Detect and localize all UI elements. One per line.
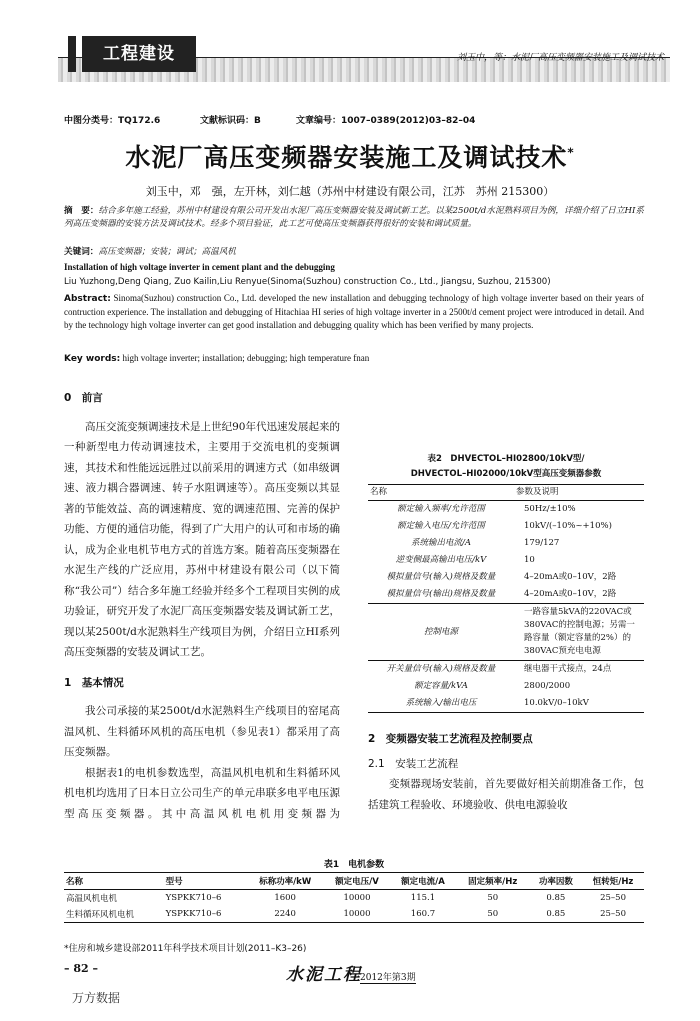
- table-cell: 0.85: [530, 906, 583, 923]
- table-row: [64, 890, 644, 907]
- table-cell: 系统输入/输出电压: [368, 695, 514, 713]
- table-2-caption-line-2: DHVECTOL–HI02000/10kV型高压变频器参数: [410, 469, 602, 479]
- section-1-heading: 1 基本情况: [64, 676, 124, 689]
- table-2-header: 参数及说明: [514, 485, 644, 501]
- table-cell: 额定容量/kVA: [414, 681, 468, 691]
- table-row: [368, 518, 644, 535]
- table-cell: 115.1: [410, 893, 436, 903]
- table-1-header: 型号: [164, 873, 247, 890]
- table-1-block: [64, 858, 644, 923]
- table-cell: 生料循环风机电机: [64, 906, 164, 923]
- table-cell: 10: [524, 555, 535, 565]
- table-cell: 模拟量信号(输入)规格及数量: [386, 572, 496, 582]
- issue-label: 2012年第3期: [360, 970, 416, 984]
- paper-title: [0, 138, 700, 174]
- keywords-cn-label: 关键词：: [64, 247, 99, 257]
- keywords-en: [64, 352, 644, 366]
- keywords-en-text: high voltage inverter; installation; debugging; high temperature fnan: [122, 353, 370, 363]
- authors-line: 刘玉中，邓 强，左开林，刘仁越（苏州中材建设有限公司，江苏 苏州 215300）: [145, 185, 555, 198]
- table-cell: 25–50: [600, 893, 626, 903]
- table-cell: 逆变侧最高输出电压/kV: [395, 555, 487, 565]
- section-2-1-paragraph: 变频器现场安装前，首先要做好相关前期准备工作，包括建筑工程验收、环境验收、供电电源验收: [368, 778, 644, 811]
- table-1-header: 固定频率/Hz: [456, 873, 530, 890]
- section-0-heading: 0 前言: [64, 392, 103, 404]
- section-2-1-heading: 2.1 安装工艺流程: [368, 757, 459, 770]
- section-1-paragraph-1: 我公司承接的某2500t/d水泥熟料生产线项目的窑尾高温风机、生料循环风机的高压电机（参见表1）都采用了高压变频器。: [64, 705, 340, 758]
- clc-number: 中图分类号：TQ172.6: [64, 116, 161, 126]
- journal-logo: 水泥工程: [286, 965, 362, 985]
- table-cell: 一路容量5kVA的220VAC或380VAC的控制电源；另需一路容量（额定容量的2%）的380VAC预充电电源: [514, 604, 644, 661]
- abstract-en: [64, 292, 644, 332]
- right-column: [368, 368, 644, 815]
- table-row: [368, 695, 644, 713]
- title-footnote-mark: *: [567, 145, 575, 160]
- table-cell: 10.0kV/0–10kV: [514, 695, 644, 713]
- table-cell: 高温风机电机: [66, 894, 118, 904]
- table-cell: 1600: [274, 893, 296, 903]
- table-cell: 50: [456, 906, 530, 923]
- table-cell: 50: [487, 893, 499, 903]
- table-cell: 2240: [246, 906, 324, 923]
- table-cell: 25–50: [582, 906, 644, 923]
- table-row: [368, 501, 644, 519]
- table-cell: 4–20mA或0–10V，2路: [524, 589, 617, 599]
- table-1-header: 功率因数: [530, 873, 583, 890]
- table-2-header: 名称: [368, 485, 514, 501]
- abstract-cn-label: 摘 要：: [64, 206, 99, 216]
- section-2-heading: 2 变频器安装工艺流程及控制要点: [368, 733, 533, 745]
- table-cell: 额定输入频率/允许范围: [397, 504, 485, 514]
- keywords-en-label: Key words:: [64, 354, 121, 364]
- table-1-header: 名称: [64, 873, 164, 890]
- section-1-paragraph-2: 根据表1的电机参数选型，高温风机电机和生料循环风机电机均选用了日本日立公司生产的单元串联多电平电压源型高压变频器。其中高温风机电机用变频器为: [64, 766, 340, 820]
- table-row: [368, 661, 644, 679]
- section-0-paragraph: 高压交流变频调速技术是上世纪90年代迅速发展起来的一种新型电力传动调速技术，主要用于交流电机的变频调速，其技术和性能远远胜过以前采用的调速方式（如串级调速、液力耦合器调速、转子水阻调速等）。高压变频以其显著的节能效益、高的调速精度、宽的调速范围、完善的保护功能、方便的通信功能，得到了广大用户的认可和市场的确认，成为企业电机节电方式的首选方案。随着高压变频器在水泥生产线的广泛应用，苏州中材建设有限公司（以下简称“我公司”）结合多年施工经验并经多个工程项目实例的成功验证，研究开发了水泥厂高压变频器安装及调试新工艺，现以某2500t/d水泥熟料生产线项目为例，介绍日立HI系列高压变频器的安装及调试工艺。: [64, 420, 340, 658]
- table-1: [64, 872, 644, 923]
- right-column-spacer: [368, 368, 644, 452]
- running-title: 刘玉中，等：水泥厂高压变频器安装施工及调试技术: [456, 53, 664, 63]
- table-cell: 2800/2000: [524, 681, 571, 691]
- table-1-header: 额定电压/V: [324, 873, 390, 890]
- table-row: [368, 535, 644, 552]
- table-row: [368, 569, 644, 586]
- abstract-cn: [64, 205, 644, 231]
- table-1-caption: 表1 电机参数: [323, 860, 385, 870]
- abstract-en-label: Abstract:: [64, 294, 111, 304]
- left-column: [64, 388, 340, 823]
- watermark: 万方数据: [72, 991, 121, 1005]
- table-row: [368, 586, 644, 604]
- table-cell: 开关量信号(输入)规格及数量: [368, 661, 514, 679]
- table-cell: 0.85: [546, 893, 566, 903]
- keywords-cn-text: 高压变频器；安装；调试；高温风机: [98, 247, 236, 257]
- english-title: Installation of high voltage inverter in cement plant and the debugging: [64, 262, 335, 272]
- article-number: 文章编号：1007–0389(2012)03–82–04: [296, 116, 476, 126]
- table-cell: 额定输入电压/允许范围: [397, 521, 485, 531]
- table-2: [368, 484, 644, 713]
- table-cell: YSPKK710–6: [165, 893, 222, 903]
- abstract-en-text: Sinoma(Suzhou) construction Co., Ltd. developed the new installation and debugging technology of high voltage inverter based on their years of contruction experience. The installation and debugging of Hitachiaa HI series of high voltage inverter in a 2500t/d cement project were introduced in detail. And by the technology high voltage inverter can get good installation and debugging quality which has been verified by many projects.: [64, 293, 644, 330]
- section-tag: 工程建设: [82, 36, 196, 72]
- abstract-cn-text: 结合多年施工经验，苏州中材建设有限公司开发出水泥厂高压变频器安装及调试新工艺。以某2500t/d水泥熟料项目为例，详细介绍了日立HI系列高压变频器的安装方法及调试技术。经多个项目验证，此工艺可使高压变频器获得很好的安装和调试质量。: [64, 206, 644, 229]
- table-cell: 控制电源: [368, 604, 514, 661]
- table-1-header: 恒转矩/Hz: [582, 873, 644, 890]
- table-1-header: 标称功率/kW: [246, 873, 324, 890]
- table-cell: 系统输出电流/A: [410, 538, 471, 548]
- footnote: *住房和城乡建设部2011年科学技术项目计划(2011–K3–26): [64, 944, 307, 954]
- table-row: [64, 906, 644, 923]
- page-number: – 82 –: [64, 962, 98, 975]
- english-authors: Liu Yuzhong,Deng Qiang, Zuo Kailin,Liu Renyue(Sinoma(Suzhou) construction Co., Ltd., Jiangsu, Suzhou, 215300): [64, 277, 551, 287]
- table-cell: YSPKK710–6: [164, 906, 247, 923]
- table-cell: 10000: [324, 906, 390, 923]
- document-code: 文献标识码：B: [200, 116, 261, 126]
- table-cell: 50Hz/±10%: [524, 504, 576, 514]
- table-cell: 4–20mA或0–10V，2路: [524, 572, 617, 582]
- table-row: [368, 604, 644, 661]
- table-cell: 模拟量信号(输出)规格及数量: [386, 589, 496, 599]
- table-cell: 10kV/(–10%~+10%): [524, 521, 612, 531]
- paper-title-text: 水泥厂高压变频器安装施工及调试技术: [125, 143, 568, 172]
- table-cell: 10000: [343, 893, 371, 903]
- table-row: [368, 678, 644, 695]
- table-1-header-row: [64, 873, 644, 890]
- table-2-header-row: [368, 485, 644, 501]
- table-row: [368, 552, 644, 569]
- table-1-header: 额定电流/A: [390, 873, 456, 890]
- table-cell: 继电器干式接点，24点: [514, 661, 644, 679]
- table-cell: 160.7: [390, 906, 456, 923]
- table-cell: 179/127: [524, 538, 560, 548]
- keywords-cn: [64, 246, 644, 259]
- table-2-caption-line-1: 表2 DHVECTOL–HI02800/10kV型/: [427, 454, 585, 464]
